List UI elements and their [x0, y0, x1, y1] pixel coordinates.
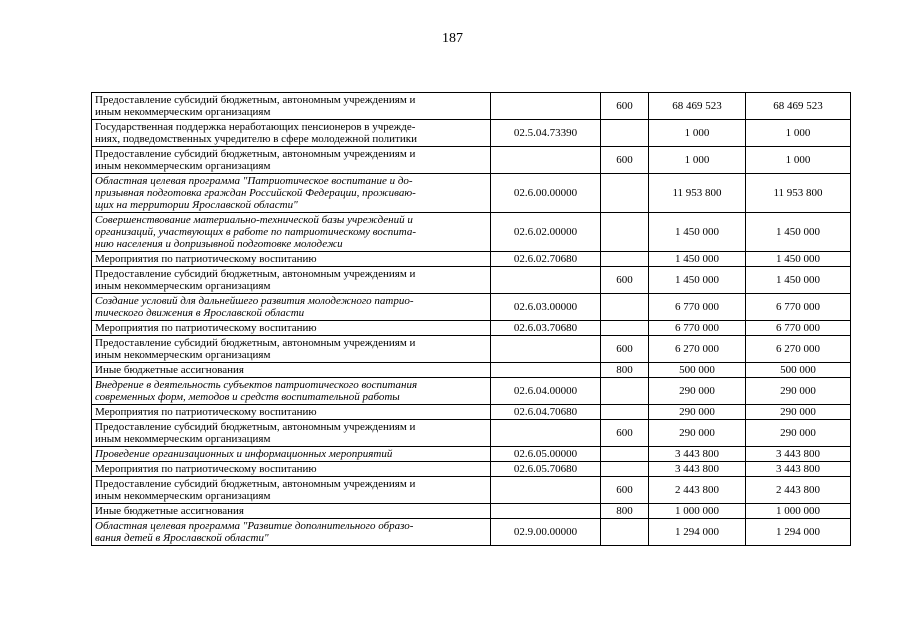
row-name-cell: Мероприятия по патриотическому воспитанию: [92, 405, 491, 420]
row-type-cell: [601, 213, 649, 252]
row-code-cell: 02.6.02.70680: [491, 252, 601, 267]
row-amount2-cell: 1 000: [746, 120, 851, 147]
row-amount1-cell: 6 770 000: [649, 321, 746, 336]
table-row: [92, 420, 851, 447]
row-code-cell: 02.6.05.70680: [491, 462, 601, 477]
row-name-cell: Мероприятия по патриотическому воспитанию: [92, 462, 491, 477]
row-amount1-cell: 290 000: [649, 420, 746, 447]
row-amount1-cell: 3 443 800: [649, 447, 746, 462]
row-amount2-cell: 6 770 000: [746, 294, 851, 321]
row-name-cell: Совершенствование материально-технической базы учреждений и организаций, участвующих в работе по патриотическому воспита- нию населения и допризывной подготовке молодежи: [92, 213, 491, 252]
table-row: [92, 405, 851, 420]
row-type-cell: [601, 405, 649, 420]
row-amount2-cell: 1 000 000: [746, 504, 851, 519]
row-code-cell: [491, 93, 601, 120]
row-code-cell: 02.9.00.00000: [491, 519, 601, 546]
table-row: [92, 213, 851, 252]
row-name-cell: Проведение организационных и информационных мероприятий: [92, 447, 491, 462]
row-amount1-cell: 2 443 800: [649, 477, 746, 504]
row-code-cell: 02.6.04.70680: [491, 405, 601, 420]
row-code-cell: [491, 504, 601, 519]
row-amount2-cell: 6 270 000: [746, 336, 851, 363]
row-name-cell: Областная целевая программа "Развитие дополнительного образо- вания детей в Ярославской области": [92, 519, 491, 546]
page-number: 187: [442, 31, 463, 46]
row-amount2-cell: 1 450 000: [746, 252, 851, 267]
row-amount1-cell: 11 953 800: [649, 174, 746, 213]
row-amount1-cell: 68 469 523: [649, 93, 746, 120]
row-name-cell: Государственная поддержка неработающих пенсионеров в учрежде- ниях, подведомственных учредителю в сфере молодежной политики: [92, 120, 491, 147]
row-code-cell: [491, 336, 601, 363]
row-amount2-cell: 290 000: [746, 420, 851, 447]
row-amount1-cell: 1 000: [649, 120, 746, 147]
table-row: [92, 267, 851, 294]
row-type-cell: [601, 174, 649, 213]
row-amount2-cell: 3 443 800: [746, 462, 851, 477]
table-row: [92, 252, 851, 267]
row-amount2-cell: 2 443 800: [746, 477, 851, 504]
table-row: [92, 147, 851, 174]
table-row: [92, 363, 851, 378]
row-amount1-cell: 6 770 000: [649, 294, 746, 321]
row-type-cell: [601, 321, 649, 336]
table-row: [92, 447, 851, 462]
row-code-cell: [491, 147, 601, 174]
row-type-cell: [601, 462, 649, 477]
row-amount2-cell: 1 294 000: [746, 519, 851, 546]
row-code-cell: 02.6.00.00000: [491, 174, 601, 213]
row-name-cell: Иные бюджетные ассигнования: [92, 504, 491, 519]
row-code-cell: [491, 363, 601, 378]
row-name-cell: Мероприятия по патриотическому воспитанию: [92, 321, 491, 336]
row-name-cell: Предоставление субсидий бюджетным, автономным учреждениям и иным некоммерческим организациям: [92, 93, 491, 120]
table-row: [92, 174, 851, 213]
row-code-cell: [491, 267, 601, 294]
row-name-cell: Внедрение в деятельность субъектов патриотического воспитания современных форм, методов и средств воспитательной работы: [92, 378, 491, 405]
row-amount1-cell: 500 000: [649, 363, 746, 378]
table-row: [92, 294, 851, 321]
row-code-cell: [491, 477, 601, 504]
row-amount2-cell: 290 000: [746, 405, 851, 420]
row-type-cell: [601, 447, 649, 462]
row-type-cell: 600: [601, 477, 649, 504]
row-type-cell: 600: [601, 147, 649, 174]
row-amount2-cell: 6 770 000: [746, 321, 851, 336]
row-type-cell: 600: [601, 93, 649, 120]
table-row: [92, 462, 851, 477]
row-type-cell: [601, 120, 649, 147]
row-amount1-cell: 290 000: [649, 405, 746, 420]
table-row: [92, 477, 851, 504]
row-amount2-cell: 1 000: [746, 147, 851, 174]
row-amount2-cell: 11 953 800: [746, 174, 851, 213]
row-code-cell: 02.5.04.73390: [491, 120, 601, 147]
row-code-cell: 02.6.02.00000: [491, 213, 601, 252]
row-type-cell: [601, 294, 649, 321]
row-type-cell: [601, 252, 649, 267]
table-row: [92, 378, 851, 405]
row-amount1-cell: 3 443 800: [649, 462, 746, 477]
row-amount2-cell: 68 469 523: [746, 93, 851, 120]
row-amount1-cell: 1 000 000: [649, 504, 746, 519]
row-type-cell: 800: [601, 363, 649, 378]
row-name-cell: Мероприятия по патриотическому воспитанию: [92, 252, 491, 267]
row-name-cell: Иные бюджетные ассигнования: [92, 363, 491, 378]
row-amount1-cell: 1 450 000: [649, 267, 746, 294]
row-type-cell: 600: [601, 267, 649, 294]
row-amount1-cell: 1 000: [649, 147, 746, 174]
row-type-cell: [601, 519, 649, 546]
table-row: [92, 93, 851, 120]
row-amount1-cell: 290 000: [649, 378, 746, 405]
row-name-cell: Предоставление субсидий бюджетным, автономным учреждениям и иным некоммерческим организациям: [92, 477, 491, 504]
row-amount2-cell: 3 443 800: [746, 447, 851, 462]
table-row: [92, 336, 851, 363]
row-type-cell: 800: [601, 504, 649, 519]
budget-table: [91, 92, 851, 546]
table-row: [92, 321, 851, 336]
row-amount1-cell: 6 270 000: [649, 336, 746, 363]
row-amount2-cell: 1 450 000: [746, 213, 851, 252]
row-code-cell: 02.6.04.00000: [491, 378, 601, 405]
row-name-cell: Предоставление субсидий бюджетным, автономным учреждениям и иным некоммерческим организациям: [92, 336, 491, 363]
row-amount1-cell: 1 294 000: [649, 519, 746, 546]
row-code-cell: 02.6.03.70680: [491, 321, 601, 336]
row-name-cell: Предоставление субсидий бюджетным, автономным учреждениям и иным некоммерческим организациям: [92, 147, 491, 174]
row-amount1-cell: 1 450 000: [649, 252, 746, 267]
table-row: [92, 504, 851, 519]
row-type-cell: 600: [601, 336, 649, 363]
row-code-cell: 02.6.03.00000: [491, 294, 601, 321]
row-code-cell: 02.6.05.00000: [491, 447, 601, 462]
row-amount2-cell: 500 000: [746, 363, 851, 378]
row-name-cell: Предоставление субсидий бюджетным, автономным учреждениям и иным некоммерческим организациям: [92, 420, 491, 447]
budget-table-body: [92, 93, 851, 546]
row-type-cell: 600: [601, 420, 649, 447]
row-type-cell: [601, 378, 649, 405]
row-name-cell: Областная целевая программа "Патриотическое воспитание и до- призывная подготовка граждан Российской Федерации, проживаю- щих на территории Ярославской области": [92, 174, 491, 213]
row-name-cell: Предоставление субсидий бюджетным, автономным учреждениям и иным некоммерческим организациям: [92, 267, 491, 294]
table-row: [92, 120, 851, 147]
table-row: [92, 519, 851, 546]
row-name-cell: Создание условий для дальнейшего развития молодежного патрио- тического движения в Ярославской области: [92, 294, 491, 321]
row-code-cell: [491, 420, 601, 447]
row-amount2-cell: 1 450 000: [746, 267, 851, 294]
row-amount2-cell: 290 000: [746, 378, 851, 405]
row-amount1-cell: 1 450 000: [649, 213, 746, 252]
